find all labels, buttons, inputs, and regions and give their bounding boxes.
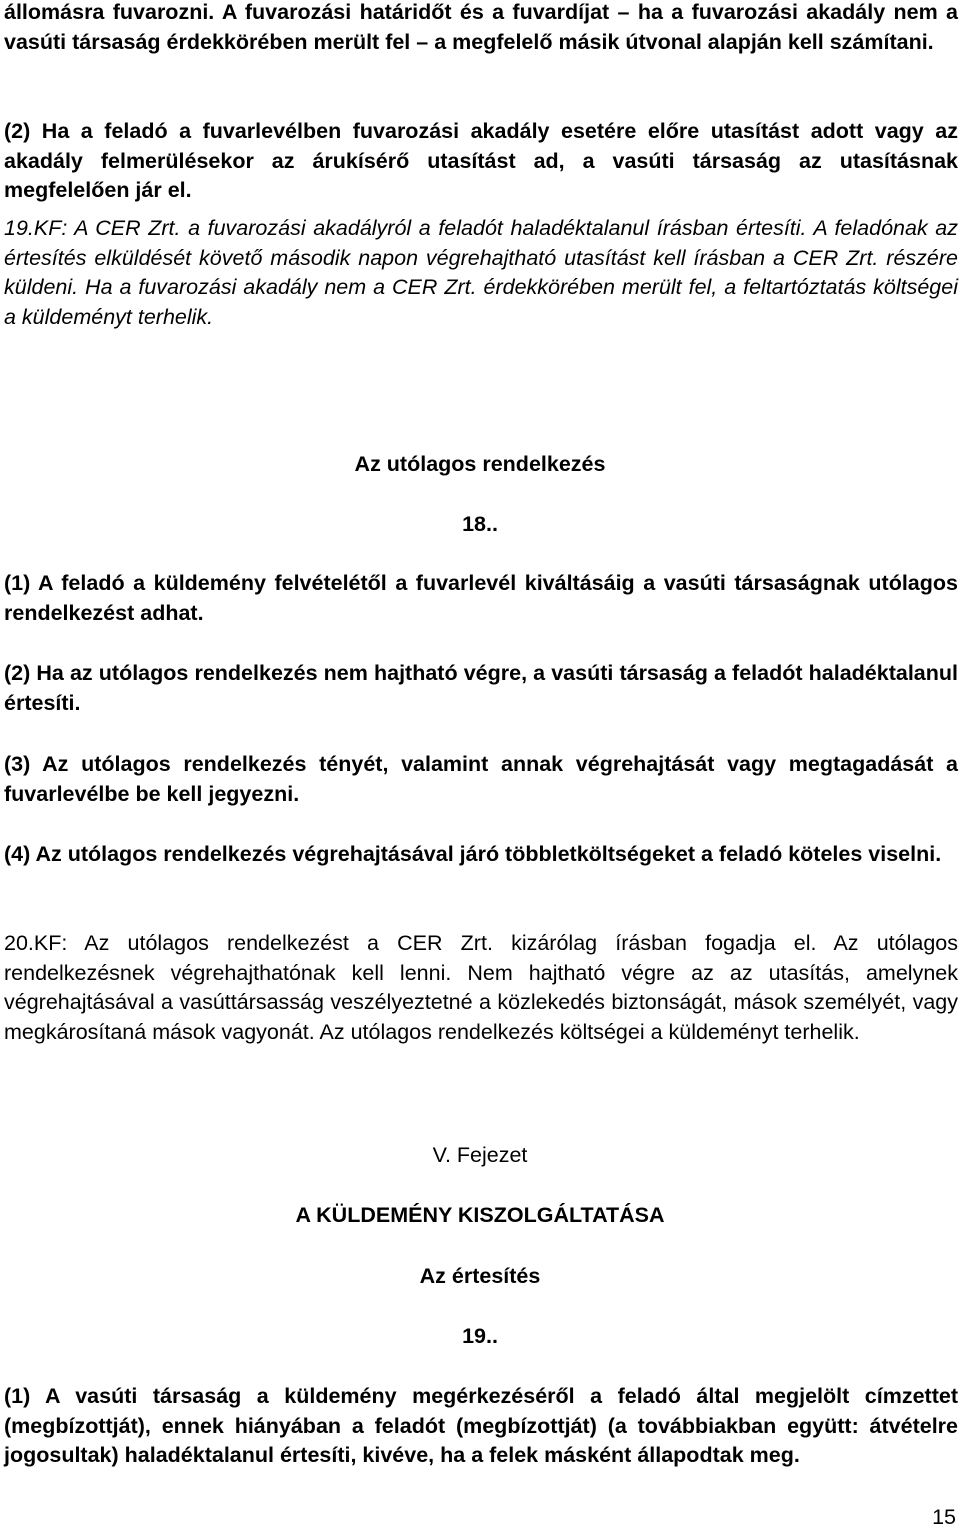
paragraph-18-4: (4) Az utólagos rendelkezés végrehajtásával járó többletköltségeket a feladó köteles viselni. [4,842,942,866]
section-number-18: 18.. [462,512,498,536]
paragraph-18-2: (2) Ha az utólagos rendelkezés nem hajtható végre, a vasúti társaság a feladót haladéktalanul értesíti. [4,661,958,715]
kf-19-note: 19.KF: A CER Zrt. a fuvarozási akadályról a feladót haladéktalanul írásban értesíti. A feladónak az értesítés elküldését követő második napon végrehajtható utasítást kell írásban a CER Zrt. részére küldeni. Ha a fuvarozási akadály nem a CER Zrt. érdekkörében merült fel, a feltartóztatás költségei a küldeményt terhelik. [4,216,958,329]
kf-20-note: 20.KF: Az utólagos rendelkezést a CER Zrt. kizárólag írásban fogadja el. Az utólagos rendelkezésnek végrehajthatónak kell lenni. Nem hajtható végre az az utasítás, amelynek végrehajtásával a vasúttársasság veszélyeztetné a közlekedés biztonságát, mások személyét, vagy megkárosítaná mások vagyonát. Az utólagos rendelkezés költségei a küldeményt terhelik. [4,931,958,1044]
paragraph-19-1: (1) A vasúti társaság a küldemény megérkezéséről a feladó által megjelölt címzettet (megbízottját), ennek hiányában a feladót (megbízottját) (a továbbiakban együtt: átvételre jogosultak) haladéktalanul értesíti, kivéve, ha a felek másként állapodtak meg. [4,1384,958,1467]
chapter-title: A KÜLDEMÉNY KISZOLGÁLTATÁSA [295,1203,665,1227]
section-number-19: 19.. [462,1324,498,1348]
paragraph-18-3: (3) Az utólagos rendelkezés tényét, valamint annak végrehajtását vagy megtagadását a fuvarlevélbe be kell jegyezni. [4,752,958,806]
section-heading-ertesites: Az értesítés [419,1264,541,1288]
paragraph-continuation: állomásra fuvarozni. A fuvarozási határidőt és a fuvardíjat – ha a fuvarozási akadály nem a vasúti társaság érdekkörében merült fel – a megfelelő másik útvonal alapján kell számítani. [4,0,958,54]
paragraph-17-2: (2) Ha a feladó a fuvarlevélben fuvarozási akadály esetére előre utasítást adott vagy az akadály felmerülésekor az árukísérő utasítást ad, a vasúti társaság az utasításnak megfelelően jár el. [4,119,958,202]
page-number: 15 [932,1505,956,1529]
chapter-number: V. Fejezet [432,1143,528,1167]
paragraph-18-1: (1) A feladó a küldemény felvételétől a fuvarlevél kiváltásáig a vasúti társaságnak utólagos rendelkezést adhat. [4,571,958,625]
section-heading-utolagos: Az utólagos rendelkezés [354,452,606,476]
